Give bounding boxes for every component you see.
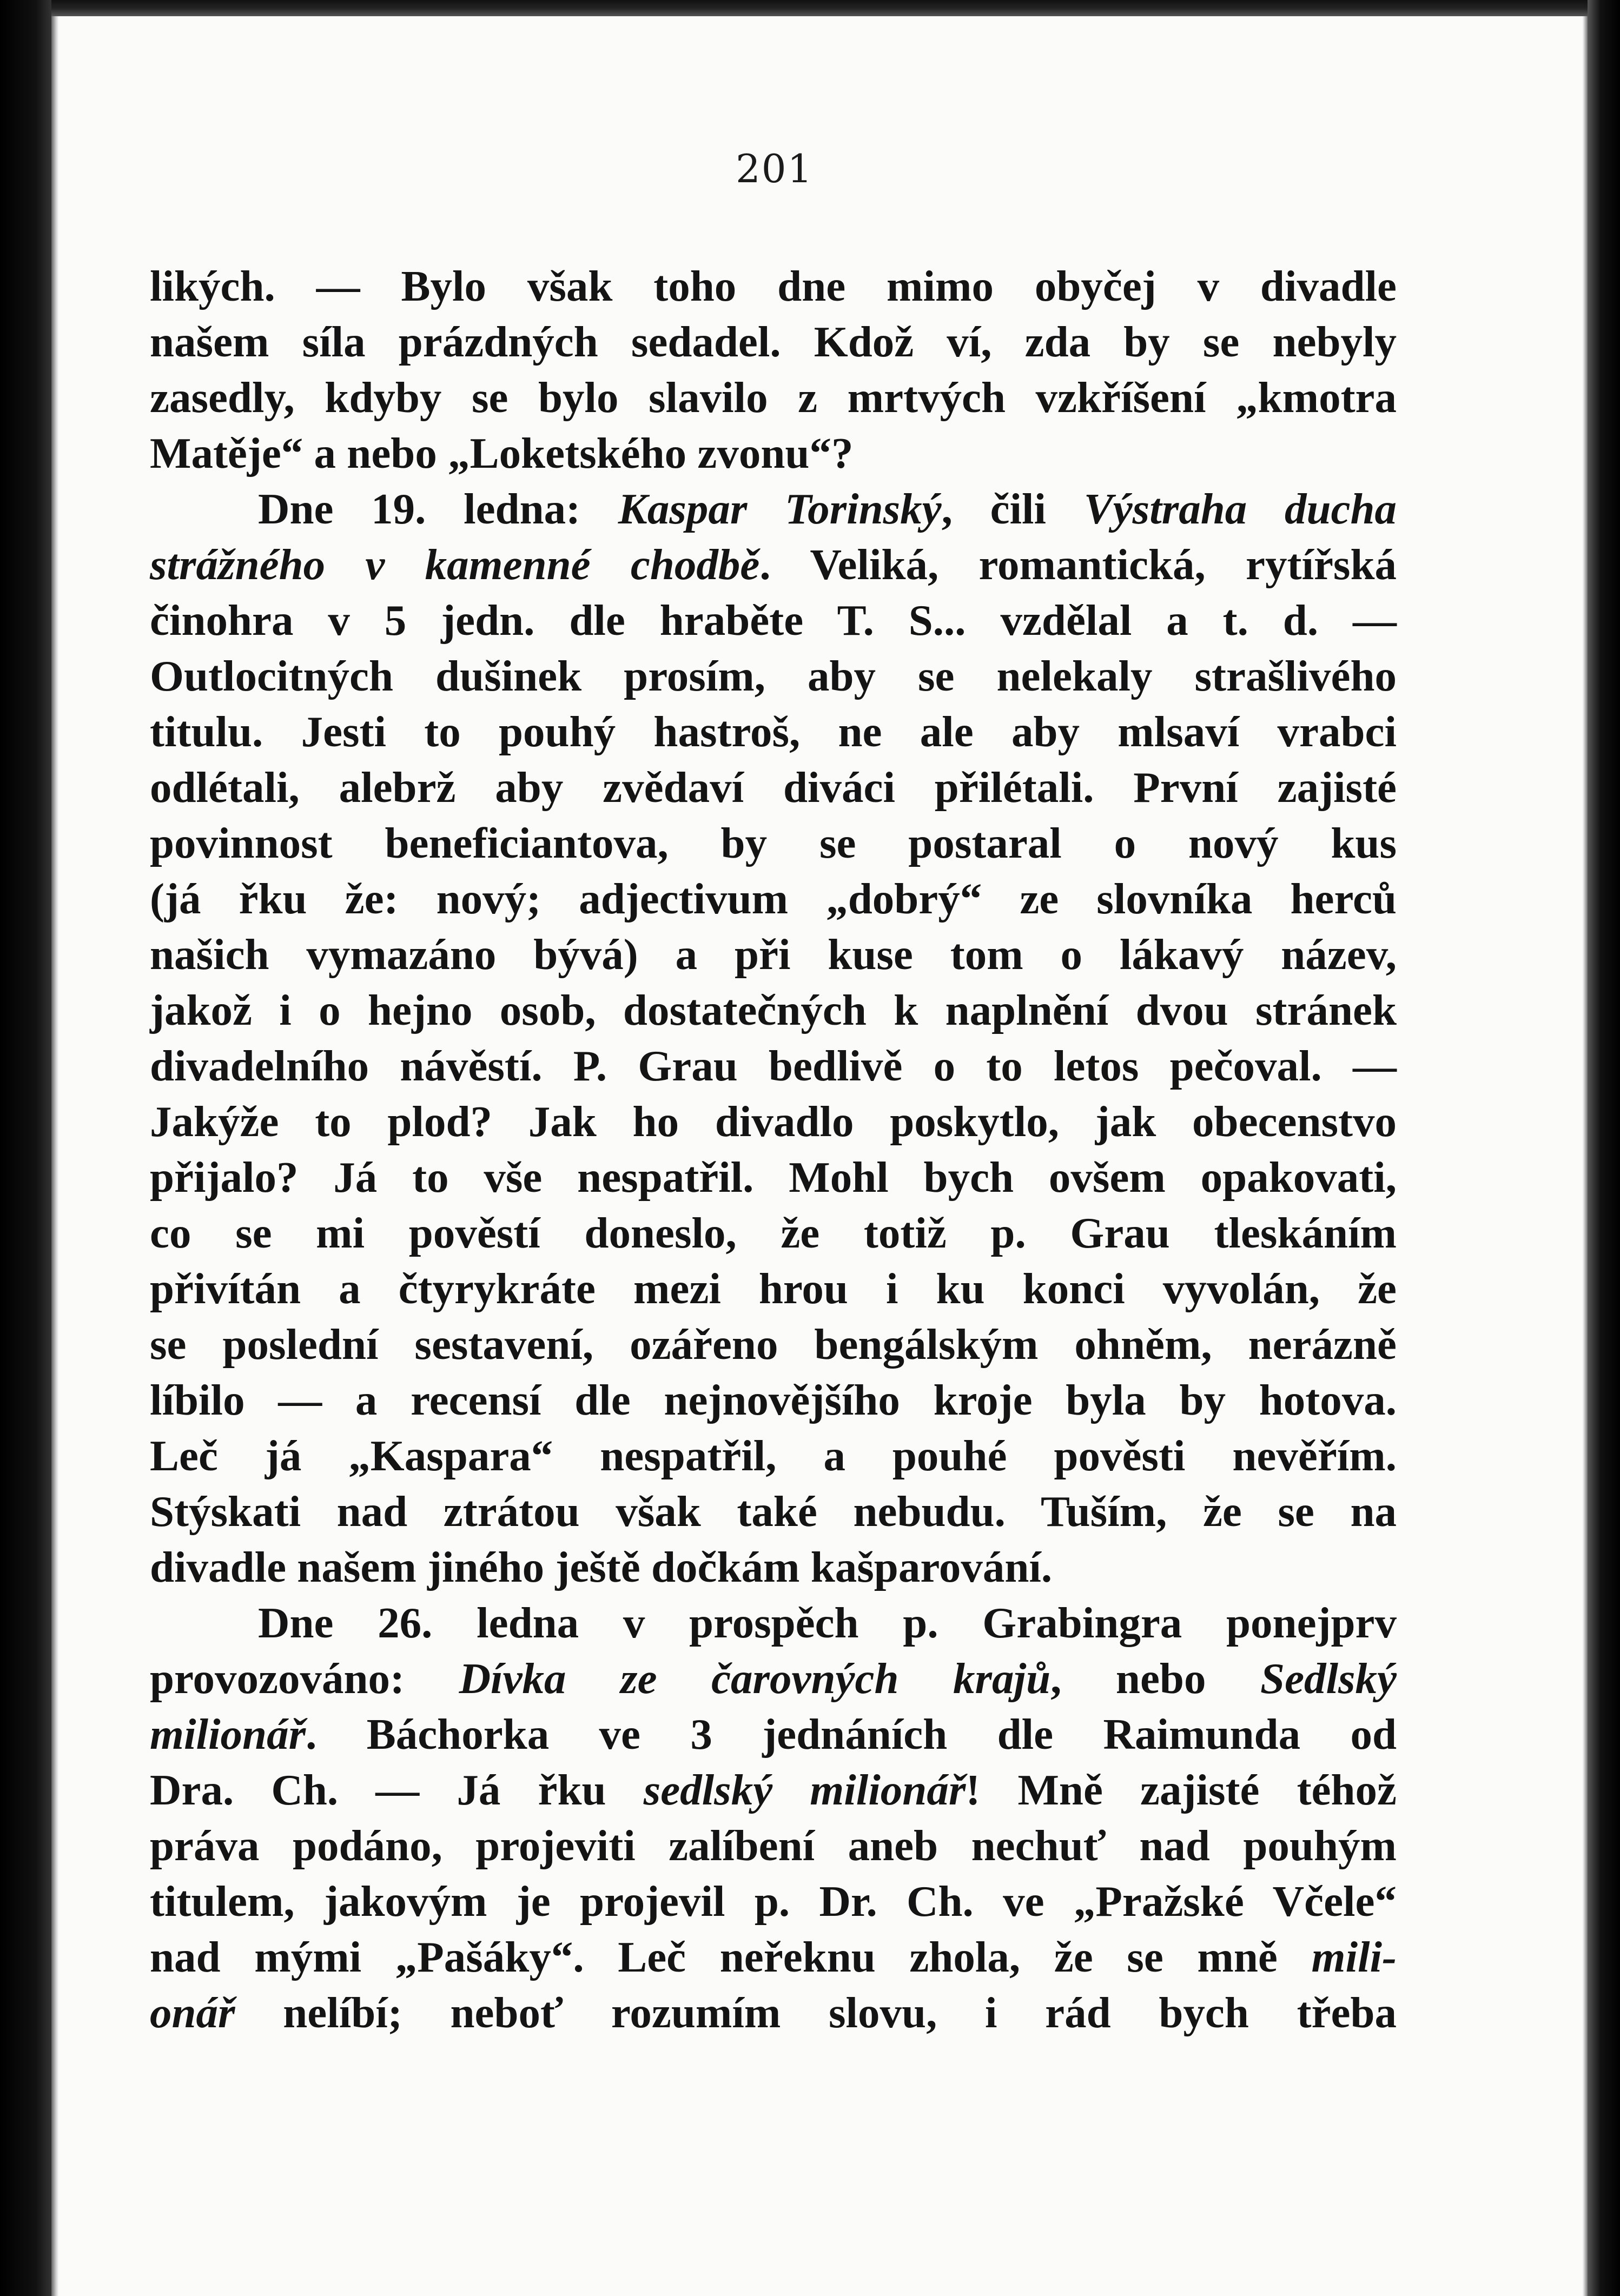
text-line: Stýskati nad ztrátou však také nebudu. Tuším, že se na	[150, 1487, 1397, 1536]
body-text	[150, 258, 1397, 2041]
play-title: Dívka ze čarovných krajů	[459, 1654, 1051, 1703]
page-shadow-right	[1582, 16, 1588, 2296]
play-title: Kaspar Torinský	[618, 485, 942, 533]
text-line: odlétali, alebrž aby zvědaví diváci přilétali. První zajisté	[150, 763, 1397, 812]
text-line: Dne 19. ledna: Kaspar Torinský, čili Výstraha ducha	[258, 485, 1397, 533]
text-line: (já řku že: nový; adjectivum „dobrý“ ze slovníka herců	[150, 874, 1397, 923]
text-line: jakož i o hejno osob, dostatečných k naplnění dvou stránek	[150, 986, 1397, 1034]
text-line: divadle našem jiného ještě dočkám kašparování.	[150, 1543, 1053, 1591]
scan-border-top	[0, 0, 1620, 16]
text-line: titulem, jakovým je projevil p. Dr. Ch. ve „Pražské Včele“	[150, 1877, 1397, 1926]
page-shadow-left	[51, 16, 59, 2296]
text-line: Jakýže to plod? Jak ho divadlo poskytlo, jak obecenstvo	[150, 1097, 1397, 1146]
text-line: přivítán a čtyrykráte mezi hrou i ku konci vyvolán, že	[150, 1264, 1397, 1313]
text-line: činohra v 5 jedn. dle hraběte T. S... vzdělal a t. d. —	[150, 596, 1397, 645]
text-line: titulu. Jesti to pouhý hastroš, ne ale aby mlsaví vrabci	[150, 707, 1397, 756]
quoted-term: mili-	[1311, 1933, 1397, 1981]
text-line: divadelního návěstí. P. Grau bedlivě o to letos pečoval. —	[150, 1041, 1397, 1090]
text-line: povinnost beneficiantova, by se postaral o nový kus	[150, 819, 1397, 867]
text-line: přijalo? Já to vše nespatřil. Mohl bych ovšem opakovati,	[150, 1153, 1397, 1202]
text-line: Dra. Ch. — Já řku sedlský milionář! Mně zajisté téhož	[150, 1766, 1397, 1814]
text-line: provozováno: Dívka ze čarovných krajů, nebo Sedlský	[150, 1654, 1397, 1703]
text-line: likých. — Bylo však toho dne mimo obyčej v divadle	[150, 262, 1397, 310]
text-line: Dne 26. ledna v prospěch p. Grabingra ponejprv	[258, 1598, 1397, 1647]
text-line: Matěje“ a nebo „Loketského zvonu“?	[150, 429, 854, 477]
scan-border-right	[1588, 0, 1620, 2296]
quoted-term: sedlský milionář	[643, 1766, 966, 1814]
text-line: strážného v kamenné chodbě. Veliká, romantická, rytířská	[150, 540, 1397, 589]
quoted-term: onář	[150, 1988, 235, 2037]
play-subtitle: milionář	[150, 1710, 306, 1759]
text-line: našich vymazáno bývá) a při kuse tom o lákavý název,	[150, 930, 1397, 979]
play-subtitle: Sedlský	[1260, 1654, 1397, 1703]
page-number: 201	[736, 146, 814, 191]
scan-border-left	[0, 0, 51, 2296]
text-line: se poslední sestavení, ozářeno bengálským ohněm, nerázně	[150, 1320, 1397, 1369]
play-subtitle: Výstraha ducha	[1083, 485, 1397, 533]
text-line: nad mými „Pašáky“. Leč neřeknu zhola, že se mně mili-	[150, 1933, 1397, 1981]
text-line: zasedly, kdyby se bylo slavilo z mrtvých vzkříšení „kmotra	[150, 373, 1397, 422]
text-line: onář nelíbí; neboť rozumím slovu, i rád bych třeba	[150, 1988, 1397, 2037]
play-subtitle: strážného v kamenné chodbě	[150, 540, 760, 589]
text-line: Outlocitných dušinek prosím, aby se nelekaly strašlivého	[150, 652, 1397, 700]
text-line: Leč já „Kaspara“ nespatřil, a pouhé pověsti nevěřím.	[150, 1431, 1397, 1480]
text-line: co se mi pověstí doneslo, že totiž p. Grau tleskáním	[150, 1209, 1397, 1257]
text-line: milionář. Báchorka ve 3 jednáních dle Raimunda od	[150, 1710, 1397, 1759]
text-line: líbilo — a recensí dle nejnovějšího kroje byla by hotova.	[150, 1376, 1397, 1424]
text-line: práva podáno, projeviti zalíbení aneb nechuť nad pouhým	[150, 1821, 1397, 1870]
text-line: našem síla prázdných sedadel. Kdož ví, zda by se nebyly	[150, 317, 1397, 366]
